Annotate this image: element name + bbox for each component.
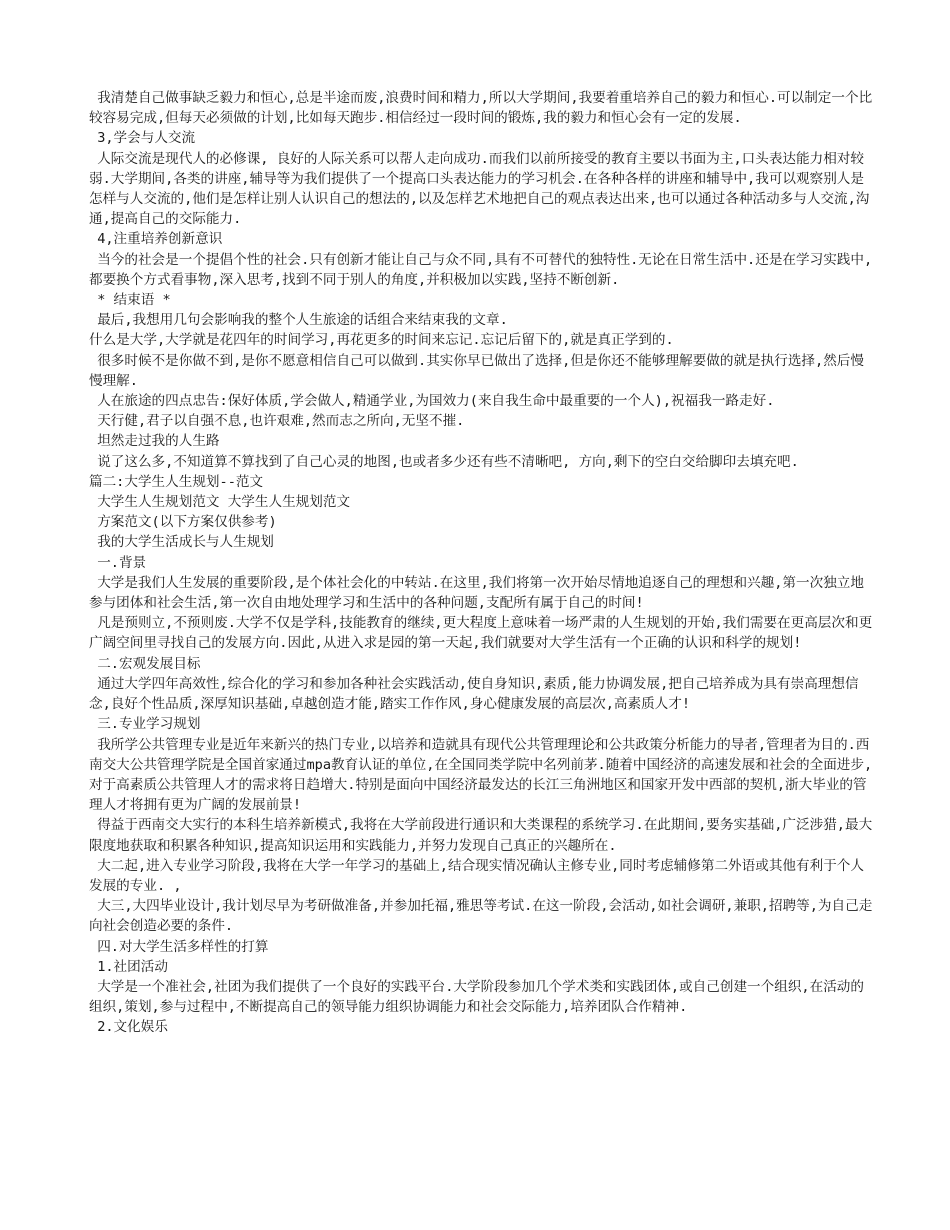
paragraph-second-year: 大二起,进入专业学习阶段,我将在大学一年学习的基础上,结合现实情况确认主修专业,同时考虑辅修第二外语或其他有利于个人发展的专业. , [89, 857, 864, 894]
paragraph-sample-title: 大学生人生规划范文 大学生人生规划范文 [89, 494, 351, 511]
paragraph-innovation: 当今的社会是一个提倡个性的社会.只有创新才能让自己与众不同,具有不可替代的独特性.无论在日常生活中.还是在学习实践中,都要换个方式看事物,深入思考,找到不同于别人的角度,并积极加以实践,坚持不断创新. [89, 251, 873, 288]
paragraph-major: 我所学公共管理专业是近年来新兴的热门专业,以培养和造就具有现代公共管理理论和公共政策分析能力的导者,管理者为目的.西南交大公共管理学院是全国首家通过mpa教育认证的单位,在全国同类学院中名列前茅.随着中国经济的高速发展和社会的全面进步,对于高素质公共管理人才的需求将日趋增大.特别是面向中国经济最发达的长江三角洲地区和国家开发中西部的契机,浙大毕业的管理人才将拥有更为广阔的发展前景! [89, 736, 873, 814]
section-title-part-two: 篇二:大学生人生规划--范文 [89, 473, 264, 490]
paragraph-conclusion-intro: 最后,我想用几句会影响我的整个人生旅途的话组合来结束我的文章. [89, 312, 508, 329]
heading-conclusion: * 结束语 * [89, 292, 171, 309]
document-page [89, 88, 873, 1038]
paragraph-macro-goal: 通过大学四年高效性,综合化的学习和参加各种社会实践活动,使自身知识,素质,能力协调发展,把自己培养成为具有崇高理想信念,良好个性品质,深厚知识基础,卓越创造才能,踏实工作作风,身心健康发展的高层次,高素质人才! [89, 675, 859, 713]
paragraph-map: 说了这么多,不知道算不算找到了自己心灵的地图,也或者多少还有些不清晰吧, 方向,剩下的空白交给脚印去填充吧. [89, 453, 799, 470]
paragraph-choice: 很多时候不是你做不到,是你不愿意相信自己可以做到.其实你早已做出了选择,但是你还不能够理解要做的就是执行选择,然后慢慢理解. [89, 352, 864, 389]
paragraph-first-year: 得益于西南交大实行的本科生培养新模式,我将在大学前段进行通识和大类课程的系统学习.在此期间,要务实基础,广泛涉猎,最大限度地获取和积累各种知识,提高知识运用和实践能力,并努力发现自己真正的兴趣所在. [89, 817, 873, 854]
paragraph-motto: 天行健,君子以自强不息,也许艰难,然而志之所向,无坚不摧. [89, 413, 465, 430]
paragraph-sample-note: 方案范文(以下方案仅供参考) [89, 514, 277, 531]
paragraph-communicate: 人际交流是现代人的必修课, 良好的人际关系可以帮人走向成功.而我们以前所接受的教育主要以书面为主,口头表达能力相对较弱.大学期间,各类的讲座,辅导等为我们提供了一个提高口头表达能力的学习机会.在各种各样的讲座和辅导中,我可以观察别人是怎样与人交流的,他们是怎样让别人认识自己的想法的,以及怎样艺术地把自己的观点表达出来,也可以通过各种活动多与人交流,沟通,提高自己的交际能力. [89, 150, 870, 228]
paragraph-perseverance: 我清楚自己做事缺乏毅力和恒心,总是半途而废,浪费时间和精力,所以大学期间,我要着重培养自己的毅力和恒心.可以制定一个比较容易完成,但每天必须做的计划,比如每天跑步.相信经过一段时间的锻炼,我的毅力和恒心会有一定的发展. [89, 90, 873, 127]
heading-macro-goal: 二.宏观发展目标 [89, 655, 201, 672]
heading-background: 一.背景 [89, 554, 147, 571]
paragraph-clubs: 大学是一个准社会,社团为我们提供了一个良好的实践平台.大学阶段参加几个学术类和实践团体,或自己创建一个组织,在活动的组织,策划,参与过程中,不断提高自己的领导能力组织协调能力和社会交际能力,培养团队合作精神. [89, 978, 864, 1016]
paragraph-background-2: 凡是预则立,不预则废.大学不仅是学科,技能教育的继续,更大程度上意味着一场严肃的人生规划的开始,我们需要在更高层次和更广阔空间里寻找自己的发展方向.因此,从进入求是园的第一天起,我们就要对大学生活有一个正确的认识和科学的规划! [89, 615, 873, 652]
heading-clubs: 1.社团活动 [89, 958, 168, 975]
heading-innovation: 4,注重培养创新意识 [89, 231, 223, 248]
paragraph-third-fourth-year: 大三,大四毕业设计,我计划尽早为考研做准备,并参加托福,雅思等考试.在这一阶段,会活动,如社会调研,兼职,招聘等,为自己走向社会创造必要的条件. [89, 898, 873, 935]
paragraph-four-advice: 人在旅途的四点忠告:保好体质,学会做人,精通学业,为国效力(来自我生命中最重要的一个人),祝福我一路走好. [89, 393, 775, 410]
paragraph-what-is-university: 什么是大学,大学就是花四年的时间学习,再花更多的时间来忘记.忘记后留下的,就是真正学到的. [89, 332, 674, 349]
paragraph-life-road: 坦然走过我的人生路 [89, 433, 220, 450]
heading-study-plan: 三.专业学习规划 [89, 716, 201, 733]
heading-culture: 2.文化娱乐 [89, 1019, 168, 1036]
paragraph-plan-title: 我的大学生活成长与人生规划 [89, 534, 274, 551]
heading-communicate: 3,学会与人交流 [89, 130, 196, 147]
heading-diversity: 四.对大学生活多样性的打算 [89, 938, 269, 955]
paragraph-background-1: 大学是我们人生发展的重要阶段,是个体社会化的中转站.在这里,我们将第一次开始尽情地追逐自己的理想和兴趣,第一次独立地参与团体和社会生活,第一次自由地处理学习和生活中的各种问题,支配所有属于自己的时间! [89, 574, 864, 612]
